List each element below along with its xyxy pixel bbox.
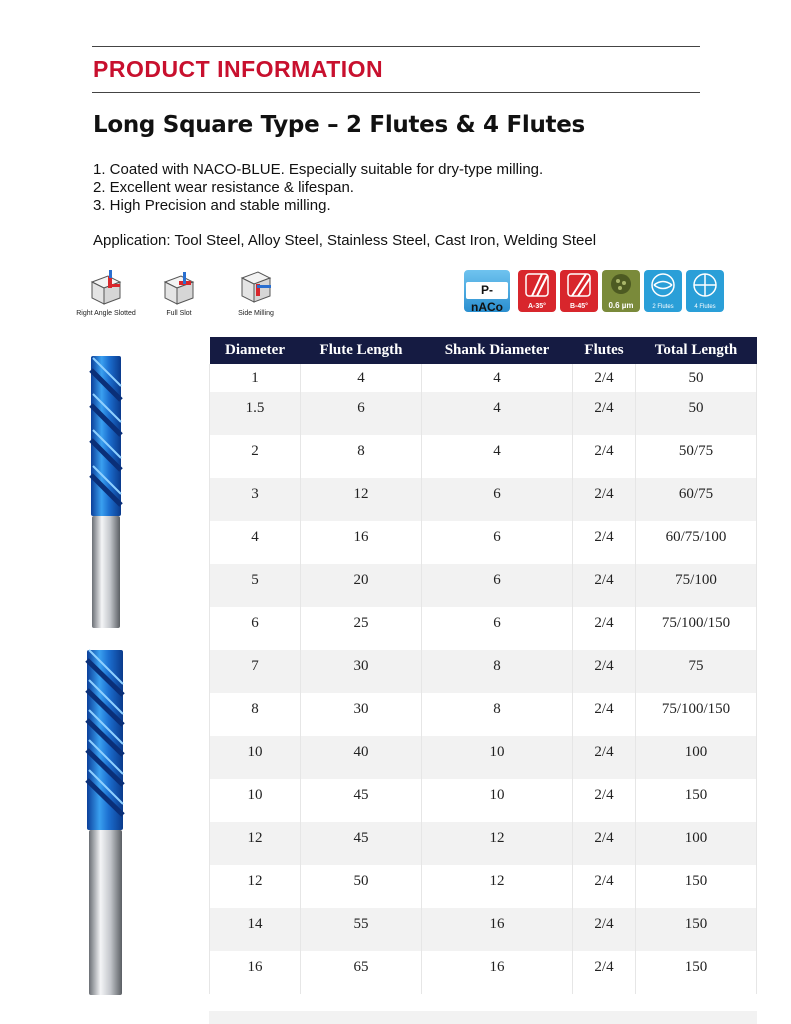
table-cell: 30 [301, 650, 422, 693]
table-row [210, 521, 757, 564]
table-cell: 8 [210, 693, 301, 736]
table-cell: 2/4 [573, 693, 636, 736]
table-cell: 6 [422, 564, 573, 607]
table-cell: 6 [422, 607, 573, 650]
table-cell: 75/100 [636, 564, 757, 607]
table-cell: 10 [210, 736, 301, 779]
column-header-diameter: Diameter [210, 337, 301, 364]
table-row [210, 607, 757, 650]
operation-label: Right Angle Slotted [76, 310, 136, 317]
table-row [210, 865, 757, 908]
table-cell: 16 [210, 951, 301, 994]
table-cell: 12 [422, 822, 573, 865]
page-title: Long Square Type – 2 Flutes & 4 Flutes [93, 112, 585, 138]
table-cell: 16 [422, 951, 573, 994]
table-cell: 20 [301, 564, 422, 607]
table-cell: 100 [636, 736, 757, 779]
table-cell: 1 [210, 364, 301, 392]
table-cell: 2/4 [573, 736, 636, 779]
table-cell: 6 [422, 478, 573, 521]
feature-item: 3. High Precision and stable milling. [93, 197, 331, 214]
two-flutes-icon [644, 270, 682, 300]
table-row [210, 693, 757, 736]
table-cell: 14 [210, 908, 301, 951]
table-cell: 2/4 [573, 779, 636, 822]
side-milling-icon [236, 268, 276, 308]
table-row [210, 650, 757, 693]
table-cell: 4 [210, 521, 301, 564]
table-cell: 50/75 [636, 435, 757, 478]
table-cell: 16 [422, 908, 573, 951]
table-cell: 12 [210, 822, 301, 865]
helix-a-label: A-35° [528, 303, 546, 310]
table-bottom-strip [209, 1011, 757, 1024]
table-cell: 30 [301, 693, 422, 736]
table-cell: 2/4 [573, 908, 636, 951]
table-cell: 6 [301, 392, 422, 435]
table-row [210, 779, 757, 822]
table-cell: 12 [301, 478, 422, 521]
table-row [210, 364, 757, 392]
operation-full-slot [139, 268, 219, 318]
table-cell: 5 [210, 564, 301, 607]
table-cell: 2/4 [573, 435, 636, 478]
table-cell: 2/4 [573, 364, 636, 392]
coating-label: P-nACo [466, 282, 508, 299]
heading-rule [92, 92, 700, 93]
helix-a-badge [518, 270, 556, 312]
grain-badge [602, 270, 640, 312]
table-cell: 4 [422, 435, 573, 478]
right-angle-slot-icon [86, 268, 126, 308]
operation-side-milling [216, 268, 296, 318]
table-cell: 12 [422, 865, 573, 908]
table-cell: 50 [636, 364, 757, 392]
table-row [210, 564, 757, 607]
four-flute-end-mill [87, 650, 123, 995]
table-cell: 45 [301, 779, 422, 822]
operation-label: Side Milling [238, 310, 274, 317]
table-cell: 75/100/150 [636, 607, 757, 650]
table-cell: 10 [422, 779, 573, 822]
table-row [210, 908, 757, 951]
table-cell: 25 [301, 607, 422, 650]
table-cell: 1.5 [210, 392, 301, 435]
column-header-flute-length: Flute Length [301, 337, 422, 364]
table-cell: 2/4 [573, 607, 636, 650]
four-flutes-label: 4 Flutes [694, 304, 716, 310]
table-cell: 12 [210, 865, 301, 908]
column-header-total-length: Total Length [636, 337, 757, 364]
operation-right-angle-slotted [66, 268, 146, 318]
table-cell: 2 [210, 435, 301, 478]
table-row [210, 478, 757, 521]
table-row [210, 435, 757, 478]
table-cell: 6 [210, 607, 301, 650]
column-header-flutes: Flutes [573, 337, 636, 364]
table-row [210, 822, 757, 865]
table-cell: 2/4 [573, 951, 636, 994]
table-cell: 10 [422, 736, 573, 779]
table-row [210, 392, 757, 435]
helix-icon [560, 270, 598, 300]
helix-icon [518, 270, 556, 300]
table-cell: 55 [301, 908, 422, 951]
table-cell: 150 [636, 779, 757, 822]
four-flutes-badge [686, 270, 724, 312]
table-cell: 100 [636, 822, 757, 865]
table-cell: 75/100/150 [636, 693, 757, 736]
table-cell: 16 [301, 521, 422, 564]
helix-b-label: B-45° [570, 303, 588, 310]
operation-label: Full Slot [166, 310, 192, 317]
table-cell: 2/4 [573, 822, 636, 865]
grain-icon [602, 270, 640, 300]
table-cell: 60/75 [636, 478, 757, 521]
two-flute-end-mill [91, 356, 121, 628]
table-cell: 60/75/100 [636, 521, 757, 564]
two-flutes-label: 2 Flutes [652, 304, 674, 310]
top-rule [92, 46, 700, 47]
table-cell: 2/4 [573, 650, 636, 693]
table-cell: 2/4 [573, 478, 636, 521]
table-cell: 8 [301, 435, 422, 478]
table-cell: 150 [636, 908, 757, 951]
table-cell: 40 [301, 736, 422, 779]
application-text: Application: Tool Steel, Alloy Steel, Stainless Steel, Cast Iron, Welding Steel [93, 232, 597, 249]
feature-item: 1. Coated with NACO-BLUE. Especially suitable for dry-type milling. [93, 161, 544, 178]
four-flutes-icon [686, 270, 724, 300]
helix-b-badge [560, 270, 598, 312]
table-cell: 8 [422, 693, 573, 736]
grain-label: 0.6 µm [608, 301, 634, 310]
table-cell: 2/4 [573, 564, 636, 607]
table-cell: 45 [301, 822, 422, 865]
column-header-shank-diameter: Shank Diameter [422, 337, 573, 364]
table-cell: 3 [210, 478, 301, 521]
table-cell: 50 [636, 392, 757, 435]
feature-item: 2. Excellent wear resistance & lifespan. [93, 179, 354, 196]
table-row [210, 736, 757, 779]
table-cell: 2/4 [573, 865, 636, 908]
table-cell: 150 [636, 951, 757, 994]
table-cell: 50 [301, 865, 422, 908]
table-cell: 65 [301, 951, 422, 994]
table-cell: 10 [210, 779, 301, 822]
table-cell: 4 [422, 364, 573, 392]
specification-table [209, 337, 757, 994]
table-cell: 4 [422, 392, 573, 435]
section-heading: PRODUCT INFORMATION [93, 56, 384, 82]
table-cell: 6 [422, 521, 573, 564]
full-slot-icon [159, 268, 199, 308]
table-cell: 8 [422, 650, 573, 693]
table-header-row [210, 337, 757, 364]
two-flutes-badge [644, 270, 682, 312]
coating-badge [464, 270, 510, 312]
table-cell: 2/4 [573, 392, 636, 435]
table-cell: 75 [636, 650, 757, 693]
end-mill-illustrations [78, 350, 148, 1010]
table-cell: 4 [301, 364, 422, 392]
table-cell: 2/4 [573, 521, 636, 564]
table-cell: 150 [636, 865, 757, 908]
table-row [210, 951, 757, 994]
table-cell: 7 [210, 650, 301, 693]
